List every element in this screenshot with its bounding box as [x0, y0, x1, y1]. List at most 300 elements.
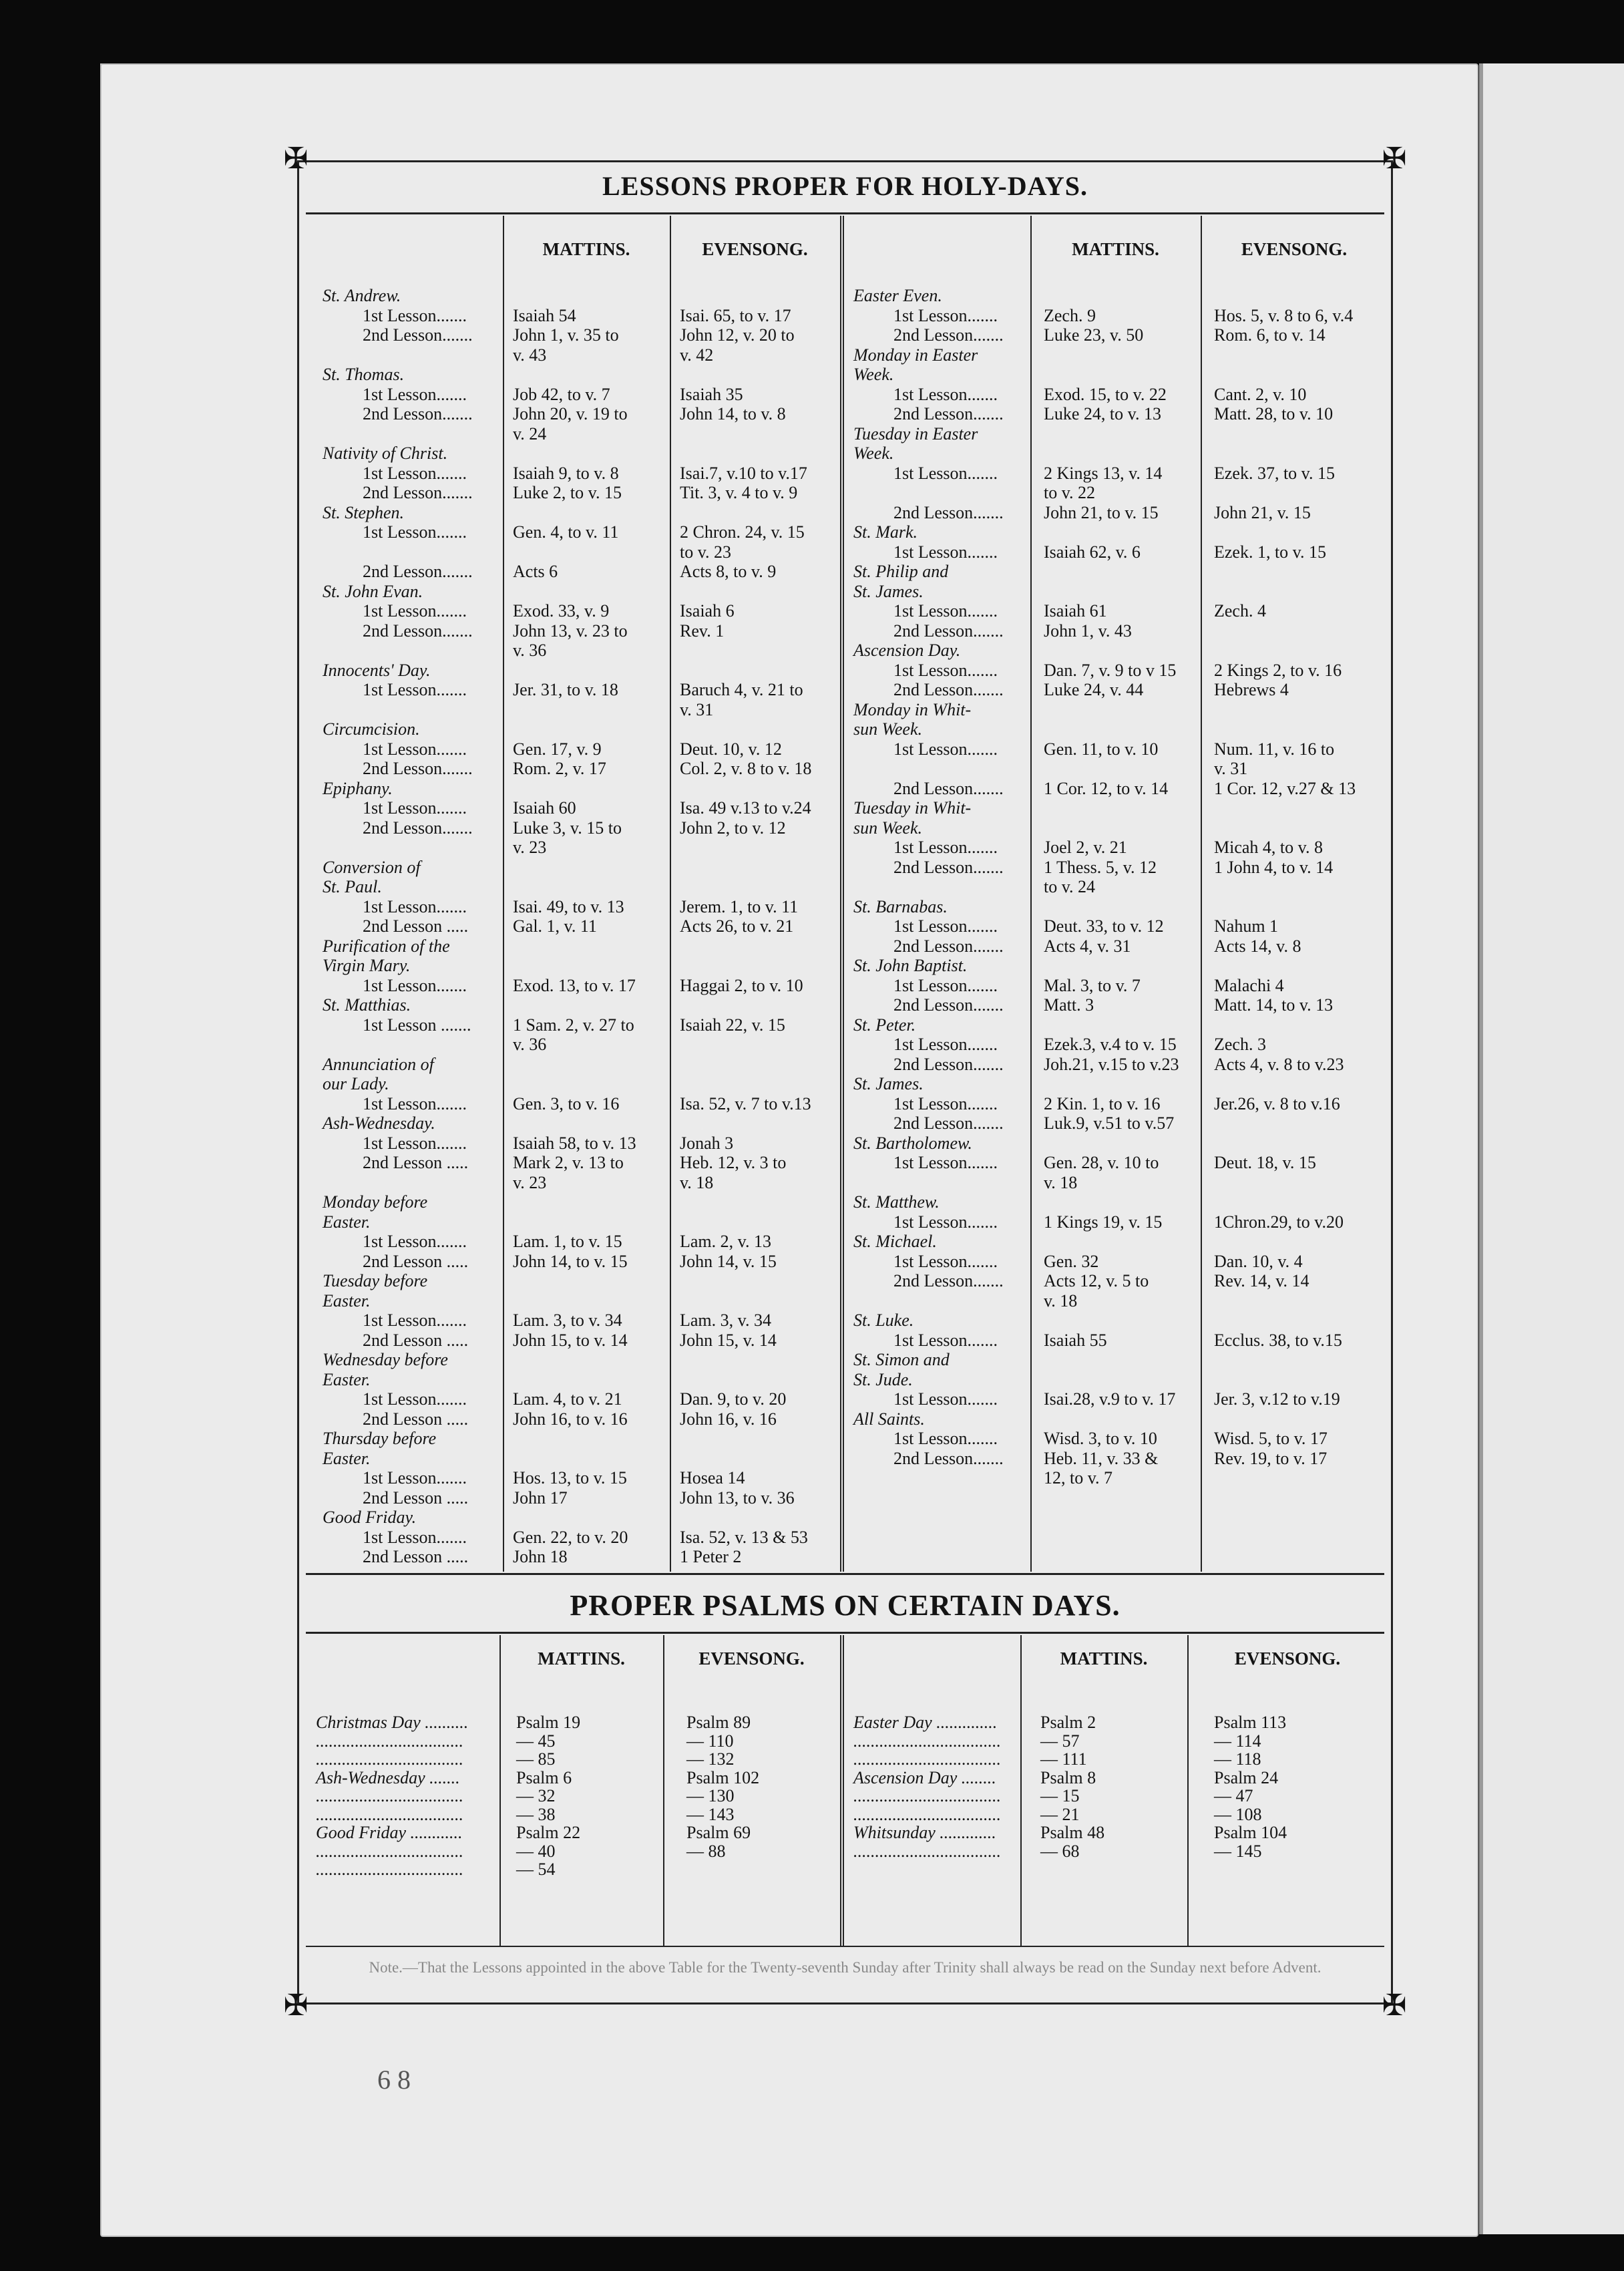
psalm-mattins-cell: — 54	[516, 1860, 556, 1879]
table-row	[853, 306, 1388, 326]
mattins-cell: John 21, to v. 15	[1044, 502, 1159, 522]
psalm-evensong-cell: — 47	[1214, 1786, 1253, 1805]
holy-day-cell: Innocents' Day.	[323, 660, 431, 680]
psalm-mattins-cell: — 38	[516, 1804, 556, 1824]
evensong-cell: Lam. 2, v. 13	[680, 1232, 771, 1251]
table-row	[853, 700, 1388, 720]
table-row	[323, 818, 837, 838]
psalm-day-cell: ..................................	[316, 1749, 463, 1769]
psalm-evensong-cell: — 108	[1214, 1804, 1262, 1824]
evensong-cell: to v. 23	[680, 542, 732, 562]
table-row	[853, 1331, 1388, 1351]
table-row	[323, 1113, 837, 1133]
corner-cross-icon: ✠	[1382, 142, 1407, 175]
mattins-cell: Acts 4, v. 31	[1044, 936, 1131, 956]
evensong-cell: 1 Peter 2	[680, 1547, 742, 1566]
evensong-cell: v. 42	[680, 345, 714, 365]
page-title: LESSONS PROPER FOR HOLY-DAYS.	[602, 171, 1088, 201]
holy-day-cell: 2nd Lesson.......	[893, 1113, 1004, 1133]
holy-day-cell: our Lady.	[323, 1074, 389, 1093]
table-row	[853, 1133, 1388, 1154]
table-row	[323, 838, 837, 858]
evensong-cell: v. 31	[1214, 759, 1248, 778]
evensong-cell: John 12, v. 20 to	[680, 325, 795, 345]
evensong-cell: John 14, v. 15	[680, 1251, 777, 1271]
holy-day-cell: 2nd Lesson.......	[893, 1448, 1004, 1468]
psalm-mattins-cell: — 21	[1040, 1804, 1080, 1824]
holy-day-cell: 1st Lesson.......	[893, 1212, 998, 1232]
table-row	[853, 1015, 1388, 1035]
holy-day-cell: St. Luke.	[853, 1311, 914, 1330]
psalm-row	[853, 1750, 1388, 1769]
evensong-cell: Isai. 65, to v. 17	[680, 305, 791, 325]
mattins-cell: 2 Kin. 1, to v. 16	[1044, 1093, 1161, 1113]
holy-day-cell: St. Andrew.	[323, 286, 401, 305]
holy-day-cell: St. Stephen.	[323, 502, 405, 522]
evensong-cell: Isai.7, v.10 to v.17	[680, 463, 807, 483]
table-row	[853, 779, 1388, 799]
holy-day-cell: St. Mark.	[853, 522, 918, 542]
holy-day-cell: St. Michael.	[853, 1232, 937, 1251]
center-double-divider	[840, 216, 844, 1572]
mattins-cell: v. 18	[1044, 1290, 1078, 1311]
evensong-cell: John 16, v. 16	[680, 1409, 777, 1429]
mattins-cell: Exod. 33, v. 9	[513, 601, 610, 621]
holy-day-cell: Easter.	[323, 1290, 371, 1311]
holy-day-cell: Good Friday.	[323, 1508, 417, 1527]
table-row	[853, 286, 1388, 306]
table-row	[323, 424, 837, 444]
psalm-mattins-cell: — 111	[1040, 1749, 1087, 1769]
evensong-cell: Dan. 10, v. 4	[1214, 1251, 1303, 1271]
table-row	[323, 1173, 837, 1193]
psalm-row	[316, 1713, 837, 1732]
mattins-cell: Isaiah 58, to v. 13	[513, 1133, 636, 1153]
evensong-cell: Hos. 5, v. 8 to 6, v.4	[1214, 305, 1354, 325]
mattins-cell: John 16, to v. 16	[513, 1409, 628, 1429]
evensong-cell: Ecclus. 38, to v.15	[1214, 1330, 1342, 1350]
mattins-cell: Isaiah 9, to v. 8	[513, 463, 619, 483]
evensong-cell: Lam. 3, v. 34	[680, 1311, 771, 1330]
psalm-evensong-cell: — 145	[1214, 1841, 1262, 1861]
holy-day-cell: St. Simon and	[853, 1350, 950, 1369]
holy-day-cell: 2nd Lesson.......	[363, 818, 473, 838]
mattins-cell: Wisd. 3, to v. 10	[1044, 1429, 1157, 1448]
table-row	[853, 838, 1388, 858]
table-row	[323, 1449, 837, 1469]
evensong-cell: Isa. 52, v. 13 & 53	[680, 1527, 808, 1547]
mattins-cell: Isaiah 54	[513, 305, 576, 325]
mattins-cell: 1 Cor. 12, to v. 14	[1044, 778, 1169, 798]
table-row	[323, 542, 837, 562]
holy-day-cell: 2nd Lesson .....	[363, 1409, 469, 1429]
table-row	[323, 1074, 837, 1094]
psalm-mattins-cell: — 40	[516, 1841, 556, 1861]
table-row	[323, 641, 837, 661]
table-row	[853, 1449, 1388, 1469]
psalms-title: PROPER PSALMS ON CERTAIN DAYS.	[570, 1589, 1121, 1622]
holy-day-cell: 1st Lesson.......	[363, 1389, 467, 1409]
holy-day-cell: St. Matthew.	[853, 1192, 940, 1212]
mattins-cell: Joel 2, v. 21	[1044, 838, 1127, 857]
table-row	[323, 995, 837, 1015]
mattins-cell: Acts 6	[513, 562, 558, 581]
evensong-cell: John 14, to v. 8	[680, 404, 786, 423]
table-row	[853, 365, 1388, 385]
holy-day-cell: sun Week.	[853, 719, 923, 739]
mattins-cell: Isai.28, v.9 to v. 17	[1044, 1389, 1176, 1409]
holy-day-cell: sun Week.	[853, 818, 923, 838]
psalm-row	[853, 1732, 1388, 1751]
mattins-cell: Luke 24, v. 44	[1044, 680, 1144, 699]
table-row	[323, 1311, 837, 1331]
table-row	[853, 385, 1388, 405]
table-row	[323, 1271, 837, 1291]
table-row	[323, 404, 837, 424]
holy-day-cell: 1st Lesson .......	[363, 1015, 471, 1035]
holy-day-cell: Easter.	[323, 1448, 371, 1468]
holy-day-cell: 1st Lesson.......	[893, 1035, 998, 1054]
holy-day-cell: 2nd Lesson .....	[363, 916, 469, 936]
holy-day-cell: 2nd Lesson.......	[363, 483, 473, 502]
table-row	[853, 1055, 1388, 1075]
evensong-cell: Matt. 28, to v. 10	[1214, 404, 1334, 423]
table-row	[853, 601, 1388, 621]
evensong-cell: John 13, to v. 36	[680, 1488, 795, 1508]
holy-day-cell: Monday in Whit-	[853, 699, 972, 719]
psalm-row	[853, 1787, 1388, 1805]
table-row	[323, 1015, 837, 1035]
table-row	[853, 444, 1388, 464]
mattins-cell: Isaiah 60	[513, 798, 576, 818]
psalm-row	[316, 1787, 837, 1805]
table-row	[853, 1370, 1388, 1390]
psalm-row	[316, 1860, 837, 1879]
table-row	[853, 1252, 1388, 1272]
table-row	[323, 858, 837, 878]
mattins-cell: John 1, v. 43	[1044, 621, 1132, 641]
evensong-cell: John 21, v. 15	[1214, 502, 1311, 522]
evensong-cell: Micah 4, to v. 8	[1214, 838, 1323, 857]
evensong-cell: Jerem. 1, to v. 11	[680, 896, 799, 916]
evensong-cell: Ezek. 1, to v. 15	[1214, 542, 1326, 562]
mattins-header: MATTINS.	[1072, 239, 1159, 259]
mattins-cell: Job 42, to v. 7	[513, 384, 610, 404]
table-row	[853, 562, 1388, 582]
mattins-header: MATTINS.	[542, 239, 630, 259]
psalm-evensong-cell: Psalm 113	[1214, 1713, 1287, 1732]
psalm-row	[853, 1713, 1388, 1732]
psalm-evensong-cell: — 110	[686, 1731, 734, 1751]
holy-day-cell: 2nd Lesson.......	[893, 680, 1004, 699]
holy-day-cell: 2nd Lesson .....	[363, 1547, 469, 1566]
holy-day-cell: All Saints.	[853, 1409, 925, 1429]
title-rule	[306, 212, 1384, 214]
table-row	[853, 877, 1388, 897]
psalm-evensong-cell: — 88	[686, 1841, 726, 1861]
table-row	[853, 818, 1388, 838]
table-row	[853, 1192, 1388, 1212]
table-row	[323, 306, 837, 326]
evensong-cell: Num. 11, v. 16 to	[1214, 739, 1335, 759]
psalm-mattins-cell: Psalm 2	[1040, 1713, 1096, 1732]
table-row	[323, 897, 837, 917]
table-row	[853, 582, 1388, 602]
evensong-cell: Isaiah 22, v. 15	[680, 1015, 785, 1035]
psalm-row	[316, 1769, 837, 1787]
table-row	[323, 956, 837, 976]
psalms-evensong-header: EVENSONG.	[698, 1648, 805, 1669]
lessons-frame	[283, 142, 1407, 2022]
psalm-mattins-cell: Psalm 6	[516, 1767, 572, 1787]
facing-page-edge	[1479, 63, 1624, 2234]
mattins-cell: Gen. 32	[1044, 1251, 1099, 1271]
corner-cross-icon: ✠	[283, 1989, 309, 2022]
psalm-mattins-cell: — 68	[1040, 1841, 1080, 1861]
mattins-cell: Lam. 4, to v. 21	[513, 1389, 622, 1409]
table-row	[323, 700, 837, 720]
mattins-cell: John 20, v. 19 to	[513, 404, 628, 423]
evensong-cell: Cant. 2, v. 10	[1214, 384, 1307, 404]
holy-day-cell: 1st Lesson.......	[893, 305, 998, 325]
holy-day-cell: 2nd Lesson.......	[363, 759, 473, 778]
holy-day-cell: Nativity of Christ.	[323, 444, 448, 463]
mattins-cell: John 15, to v. 14	[513, 1330, 628, 1350]
holy-day-cell: 1st Lesson.......	[363, 1311, 467, 1330]
evensong-cell: Acts 8, to v. 9	[680, 562, 777, 581]
mattins-cell: Heb. 11, v. 33 &	[1044, 1448, 1159, 1468]
mattins-cell: to v. 24	[1044, 877, 1096, 896]
holy-day-cell: 1st Lesson.......	[363, 739, 467, 759]
holy-day-cell: St. Bartholomew.	[853, 1133, 972, 1153]
holy-day-cell: 1st Lesson.......	[893, 838, 998, 857]
mattins-cell: Isai. 49, to v. 13	[513, 896, 624, 916]
mattins-cell: Gen. 4, to v. 11	[513, 522, 619, 542]
table-row	[853, 798, 1388, 818]
holy-day-cell: 1st Lesson.......	[363, 463, 467, 483]
holy-day-cell: 1st Lesson.......	[363, 975, 467, 995]
evensong-cell: John 15, v. 14	[680, 1330, 777, 1350]
table-row	[323, 1370, 837, 1390]
holy-day-cell: Week.	[853, 444, 894, 463]
holy-day-cell: 2nd Lesson.......	[363, 325, 473, 345]
holy-day-cell: Tuesday in Easter	[853, 423, 978, 444]
evensong-cell: Heb. 12, v. 3 to	[680, 1153, 787, 1172]
psalms-mattins-header: MATTINS.	[538, 1648, 625, 1669]
holy-day-cell: 1st Lesson.......	[363, 896, 467, 916]
table-row	[323, 621, 837, 641]
mattins-cell: 1 Kings 19, v. 15	[1044, 1212, 1163, 1232]
mattins-cell: Luke 3, v. 15 to	[513, 818, 622, 838]
mattins-cell: John 17	[513, 1488, 568, 1508]
holy-day-cell: 2nd Lesson.......	[893, 936, 1004, 956]
holy-day-cell: 2nd Lesson.......	[893, 1054, 1004, 1074]
mattins-cell: Gen. 17, v. 9	[513, 739, 602, 759]
psalm-day-cell: Good Friday ............	[316, 1823, 463, 1842]
evensong-cell: v. 31	[680, 699, 714, 719]
psalm-row	[316, 1823, 837, 1842]
holy-day-cell: 1st Lesson.......	[893, 542, 998, 562]
evensong-cell: Acts 4, v. 8 to v.23	[1214, 1054, 1344, 1074]
psalm-row	[316, 1805, 837, 1824]
mattins-cell: 2 Kings 13, v. 14	[1044, 463, 1163, 483]
evensong-cell: Rev. 19, to v. 17	[1214, 1448, 1328, 1468]
psalm-mattins-cell: — 85	[516, 1749, 556, 1769]
mattins-cell: Hos. 13, to v. 15	[513, 1468, 627, 1488]
evensong-cell: Acts 14, v. 8	[1214, 936, 1301, 956]
table-row	[323, 976, 837, 996]
psalm-day-cell: Christmas Day ..........	[316, 1713, 469, 1732]
evensong-cell: Matt. 14, to v. 13	[1214, 995, 1334, 1015]
table-row	[323, 582, 837, 602]
mattins-cell: v. 36	[513, 641, 547, 660]
holy-day-cell: 1st Lesson.......	[893, 463, 998, 483]
table-row	[323, 1389, 837, 1409]
evensong-cell: Deut. 10, v. 12	[680, 739, 782, 759]
psalm-day-cell: Ascension Day ........	[853, 1767, 996, 1787]
psalm-day-cell: ..................................	[853, 1786, 1001, 1805]
table-row	[853, 858, 1388, 878]
holy-day-cell: 1st Lesson.......	[893, 1251, 998, 1271]
holy-day-cell: Purification of the	[323, 936, 450, 956]
evensong-cell: Malachi 4	[1214, 975, 1284, 995]
holy-day-cell: 2nd Lesson.......	[893, 778, 1004, 798]
evensong-cell: Hebrews 4	[1214, 680, 1289, 699]
mattins-cell: v. 24	[513, 423, 547, 444]
psalm-evensong-cell: Psalm 69	[686, 1823, 751, 1842]
mattins-cell: to v. 22	[1044, 483, 1096, 502]
psalm-day-cell: ..................................	[316, 1860, 463, 1879]
psalm-mattins-cell: Psalm 8	[1040, 1767, 1096, 1787]
psalm-day-cell: ..................................	[853, 1841, 1001, 1861]
holy-day-cell: 1st Lesson.......	[893, 601, 998, 621]
mattins-cell: 12, to v. 7	[1044, 1468, 1113, 1488]
table-row	[323, 1547, 837, 1567]
mattins-cell: Joh.21, v.15 to v.23	[1044, 1054, 1179, 1074]
holy-day-cell: 1st Lesson.......	[893, 1153, 998, 1172]
table-row	[853, 680, 1388, 700]
evensong-cell: Rev. 14, v. 14	[1214, 1271, 1309, 1290]
holy-day-cell: Monday in Easter	[853, 345, 978, 365]
table-row	[323, 1153, 837, 1173]
mattins-cell: Gal. 1, v. 11	[513, 916, 597, 936]
mattins-cell: v. 23	[513, 1172, 547, 1192]
mattins-cell: 1 Sam. 2, v. 27 to	[513, 1015, 634, 1035]
mattins-cell: Dan. 7, v. 9 to v 15	[1044, 660, 1177, 680]
psalm-day-cell: Easter Day ..............	[853, 1713, 998, 1732]
holy-day-cell: 1st Lesson.......	[893, 1330, 998, 1350]
mattins-cell: Gen. 11, to v. 10	[1044, 739, 1159, 759]
psalm-mattins-cell: Psalm 48	[1040, 1823, 1105, 1842]
holy-day-cell: 1st Lesson.......	[893, 384, 998, 404]
holy-day-cell: Week.	[853, 365, 894, 384]
table-row	[853, 739, 1388, 759]
right-lessons-table	[853, 286, 1388, 1488]
holy-day-cell: Easter Even.	[853, 286, 942, 305]
table-row	[323, 385, 837, 405]
psalm-day-cell: ..................................	[853, 1804, 1001, 1824]
holy-day-cell: 1st Lesson.......	[363, 522, 467, 542]
mattins-cell: Rom. 2, v. 17	[513, 759, 606, 778]
mattins-cell: Deut. 33, to v. 12	[1044, 916, 1164, 936]
holy-day-cell: 1st Lesson.......	[363, 1133, 467, 1153]
section-rule	[306, 1573, 1384, 1575]
mattins-cell: John 13, v. 23 to	[513, 621, 628, 641]
evensong-header: EVENSONG.	[702, 239, 808, 259]
table-row	[323, 286, 837, 306]
table-row	[323, 739, 837, 759]
evensong-cell: Jer. 3, v.12 to v.19	[1214, 1389, 1340, 1409]
table-row	[853, 956, 1388, 976]
mattins-cell: Gen. 28, v. 10 to	[1044, 1153, 1159, 1172]
holy-day-cell: Thursday before	[323, 1429, 437, 1448]
evensong-cell: Zech. 4	[1214, 601, 1266, 621]
table-row	[853, 503, 1388, 523]
table-row	[323, 1232, 837, 1252]
holy-day-cell: 1st Lesson.......	[893, 916, 998, 936]
table-row	[323, 916, 837, 936]
table-row	[853, 1094, 1388, 1114]
table-row	[323, 1094, 837, 1114]
holy-day-cell: 1st Lesson.......	[363, 1527, 467, 1547]
evensong-cell: Hosea 14	[680, 1468, 745, 1488]
table-row	[853, 1468, 1388, 1488]
table-row	[853, 1153, 1388, 1173]
mattins-cell: Isaiah 61	[1044, 601, 1107, 621]
holy-day-cell: 2nd Lesson.......	[893, 502, 1004, 522]
psalm-evensong-cell: — 114	[1214, 1731, 1261, 1751]
psalm-evensong-cell: Psalm 104	[1214, 1823, 1287, 1842]
holy-day-cell: 2nd Lesson .....	[363, 1251, 469, 1271]
mattins-cell: Zech. 9	[1044, 305, 1096, 325]
table-row	[323, 1429, 837, 1449]
evensong-cell: Jonah 3	[680, 1133, 734, 1153]
psalm-mattins-cell: — 15	[1040, 1786, 1080, 1805]
evensong-cell: Isaiah 35	[680, 384, 743, 404]
evensong-cell: Jer.26, v. 8 to v.16	[1214, 1093, 1340, 1113]
psalm-evensong-cell: — 130	[686, 1786, 735, 1805]
evensong-cell: 1 John 4, to v. 14	[1214, 857, 1334, 877]
psalm-row	[853, 1805, 1388, 1824]
holy-day-cell: St. Barnabas.	[853, 896, 948, 916]
mattins-cell: Luke 2, to v. 15	[513, 483, 622, 502]
table-row	[323, 444, 837, 464]
table-row	[853, 464, 1388, 484]
mattins-cell: John 14, to v. 15	[513, 1251, 628, 1271]
evensong-cell: 2 Chron. 24, v. 15	[680, 522, 805, 542]
table-row	[853, 936, 1388, 956]
table-row	[323, 1035, 837, 1055]
table-row	[853, 916, 1388, 936]
table-row	[323, 1192, 837, 1212]
psalms-right-table	[853, 1713, 1388, 1860]
mattins-cell: Luke 24, to v. 13	[1044, 404, 1161, 423]
mattins-cell: Mal. 3, to v. 7	[1044, 975, 1141, 995]
mattins-cell: v. 36	[513, 1035, 547, 1054]
table-row	[853, 1212, 1388, 1232]
psalm-mattins-cell: Psalm 22	[516, 1823, 581, 1842]
holy-day-cell: St. Peter.	[853, 1015, 916, 1035]
mattins-cell: Luke 23, v. 50	[1044, 325, 1144, 345]
psalm-evensong-cell: — 143	[686, 1804, 735, 1824]
psalm-mattins-cell: — 57	[1040, 1731, 1080, 1751]
table-row	[323, 1291, 837, 1311]
table-row	[323, 661, 837, 681]
holy-day-cell: St. Jude.	[853, 1369, 913, 1389]
holy-day-cell: Epiphany.	[323, 778, 393, 798]
mattins-cell: Jer. 31, to v. 18	[513, 680, 618, 699]
holy-day-cell: Circumcision.	[323, 719, 420, 739]
